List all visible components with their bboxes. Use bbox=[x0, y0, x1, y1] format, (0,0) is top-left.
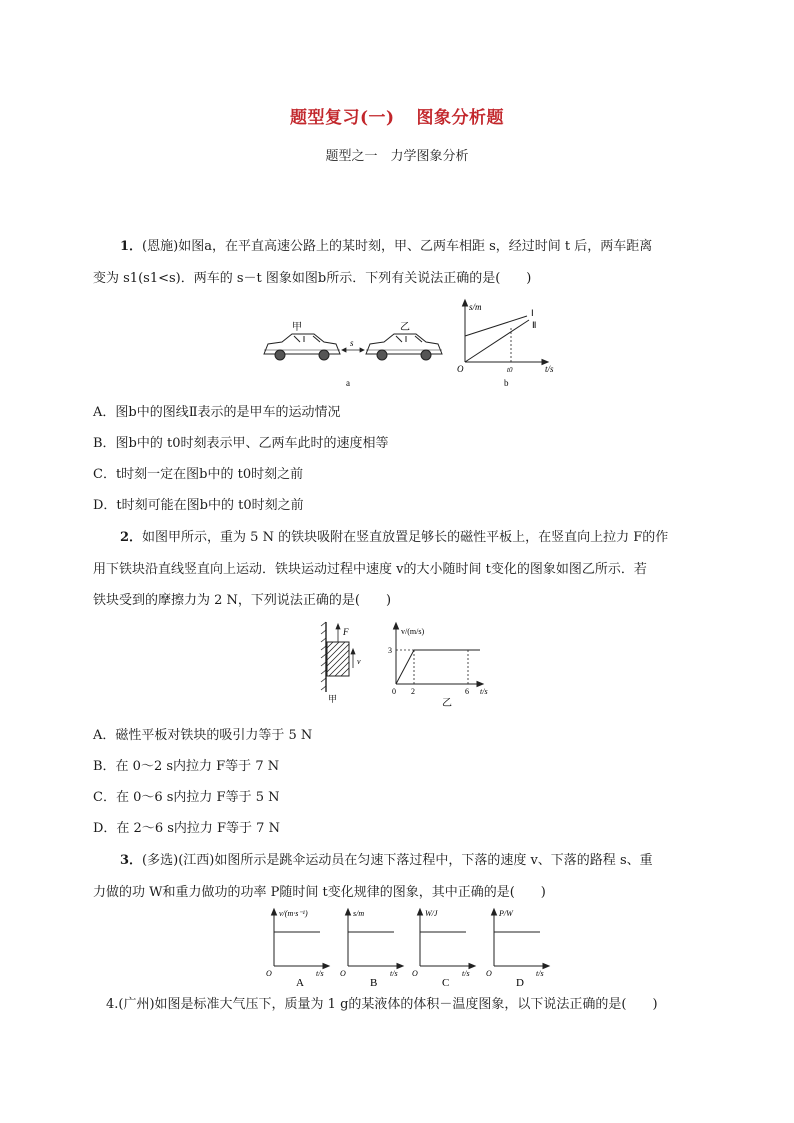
car-yi-icon bbox=[366, 334, 442, 360]
line-II-label: Ⅱ bbox=[532, 320, 537, 330]
q3-line2: 力做的功 W和重力做功的功率 P随时间 t变化规律的图象，其中正确的是( ) bbox=[93, 885, 546, 900]
q3-number: 3． bbox=[120, 853, 143, 868]
t0-label: t0 bbox=[507, 366, 513, 374]
graph-b-x-label: t/s bbox=[390, 969, 398, 978]
graph-b-label: B bbox=[370, 977, 378, 989]
q1-option-b: B．图b中的 t0时刻表示甲、乙两车此时的速度相等 bbox=[93, 436, 389, 451]
q1-number: 1． bbox=[120, 239, 143, 254]
y-axis-label: v/(m/s) bbox=[401, 627, 425, 636]
y-tick-3: 3 bbox=[388, 646, 392, 655]
x-axis-label: t/s bbox=[545, 364, 554, 374]
origin-label: O bbox=[457, 364, 464, 374]
graph-a-origin: O bbox=[266, 969, 272, 978]
y-axis-label: s/m bbox=[469, 302, 482, 312]
graph-d-label: D bbox=[516, 977, 524, 989]
q3-text1: (多选)(江西)如图所示是跳伞运动员在匀速下落过程中，下落的速度 v、下落的路程 s、重 bbox=[142, 853, 653, 868]
graph-c-origin: O bbox=[412, 969, 418, 978]
graph-a-x-label: t/s bbox=[316, 969, 324, 978]
graph-c-x-label: t/s bbox=[462, 969, 470, 978]
q2-option-a: A．磁性平板对铁块的吸引力等于 5 N bbox=[93, 728, 313, 743]
graph-c-label: C bbox=[442, 977, 450, 989]
x-tick-2: 2 bbox=[411, 687, 415, 696]
line-I-label: Ⅰ bbox=[531, 308, 534, 318]
fig-a-caption: a bbox=[346, 378, 350, 388]
velocity-label: v bbox=[357, 657, 361, 666]
q2-line2: 用下铁块沿直线竖直向上运动．铁块运动过程中速度 v的大小随时间 t变化的图象如图乙所示．若 bbox=[93, 562, 647, 577]
q1-line2: 变为 s1(s1<s)．两车的 s－t 图象如图b所示．下列有关说法正确的是( ) bbox=[93, 271, 532, 286]
q2-figure-yi bbox=[386, 620, 504, 708]
line-I bbox=[465, 316, 527, 336]
car-jia-label: 甲 bbox=[292, 322, 302, 333]
graph-a-label: A bbox=[296, 977, 304, 989]
q2-option-d: D．在 2～6 s内拉力 F等于 7 N bbox=[93, 821, 280, 836]
force-label: F bbox=[343, 627, 349, 637]
x-tick-6: 6 bbox=[465, 687, 469, 696]
title-part2: 图象分析题 bbox=[416, 108, 505, 128]
q3-line1 bbox=[120, 852, 653, 870]
q1-option-c: C．t时刻一定在图b中的 t0时刻之前 bbox=[93, 467, 304, 482]
graph-d-origin: O bbox=[486, 969, 492, 978]
fig-b-caption: b bbox=[504, 378, 509, 388]
car-yi-label: 乙 bbox=[400, 322, 410, 333]
q2-line1 bbox=[120, 529, 668, 547]
section-subtitle: 题型之一 力学图象分析 bbox=[325, 149, 469, 164]
x-axis-label: t/s bbox=[480, 687, 488, 696]
q4-line1: 4.(广州)如图是标准大气压下，质量为 1 g的某液体的体积－温度图象，以下说法正确的是( ) bbox=[106, 997, 658, 1012]
graph-c-y-label: W/J bbox=[425, 909, 438, 918]
graph-b bbox=[340, 909, 403, 989]
q1-option-a: A．图b中的图线Ⅱ表示的是甲车的运动情况 bbox=[93, 405, 341, 420]
graph-d bbox=[486, 909, 549, 989]
fig-yi-caption: 乙 bbox=[442, 698, 452, 708]
graph-d-x-label: t/s bbox=[536, 969, 544, 978]
graph-b-y-label: s/m bbox=[353, 909, 365, 918]
q2-line3: 铁块受到的摩擦力为 2 N，下列说法正确的是( ) bbox=[93, 593, 392, 608]
q1-line1 bbox=[120, 238, 652, 256]
line-II bbox=[465, 320, 529, 362]
title-part1: 题型复习(一) bbox=[289, 108, 395, 128]
distance-label: s bbox=[350, 338, 354, 348]
velocity-arrow bbox=[351, 649, 355, 668]
q2-number: 2． bbox=[120, 530, 143, 545]
origin-label: 0 bbox=[392, 687, 396, 696]
q3-graphs bbox=[262, 906, 558, 990]
distance-arrow bbox=[342, 348, 364, 352]
graph-d-y-label: P/W bbox=[499, 909, 513, 918]
q2-figure-jia bbox=[318, 620, 368, 704]
accel-segment bbox=[396, 650, 414, 684]
iron-block bbox=[327, 642, 349, 676]
graph-a-y-label: v/(m·s⁻¹) bbox=[279, 909, 308, 918]
q1-text1: (恩施)如图a，在平直高速公路上的某时刻，甲、乙两车相距 s，经过时间 t 后，两车距离 bbox=[142, 239, 653, 254]
graph-b-origin: O bbox=[340, 969, 346, 978]
q2-option-c: C．在 0～6 s内拉力 F等于 5 N bbox=[93, 790, 280, 805]
page-title bbox=[0, 103, 794, 128]
q2-option-b: B．在 0～2 s内拉力 F等于 7 N bbox=[93, 759, 280, 774]
car-jia-icon bbox=[264, 334, 340, 360]
fig-jia-caption: 甲 bbox=[328, 694, 338, 704]
q2-text1: 如图甲所示，重为 5 N 的铁块吸附在竖直放置足够长的磁性平板上，在竖直向上拉力 F的作 bbox=[142, 530, 669, 545]
q1-figure-b bbox=[455, 298, 565, 390]
q1-figure-a bbox=[258, 320, 458, 388]
magnetic-board bbox=[321, 622, 326, 692]
force-arrow bbox=[336, 624, 340, 642]
graph-c bbox=[412, 909, 475, 989]
graph-a bbox=[266, 909, 329, 989]
q1-option-d: D．t时刻可能在图b中的 t0时刻之前 bbox=[93, 498, 304, 513]
